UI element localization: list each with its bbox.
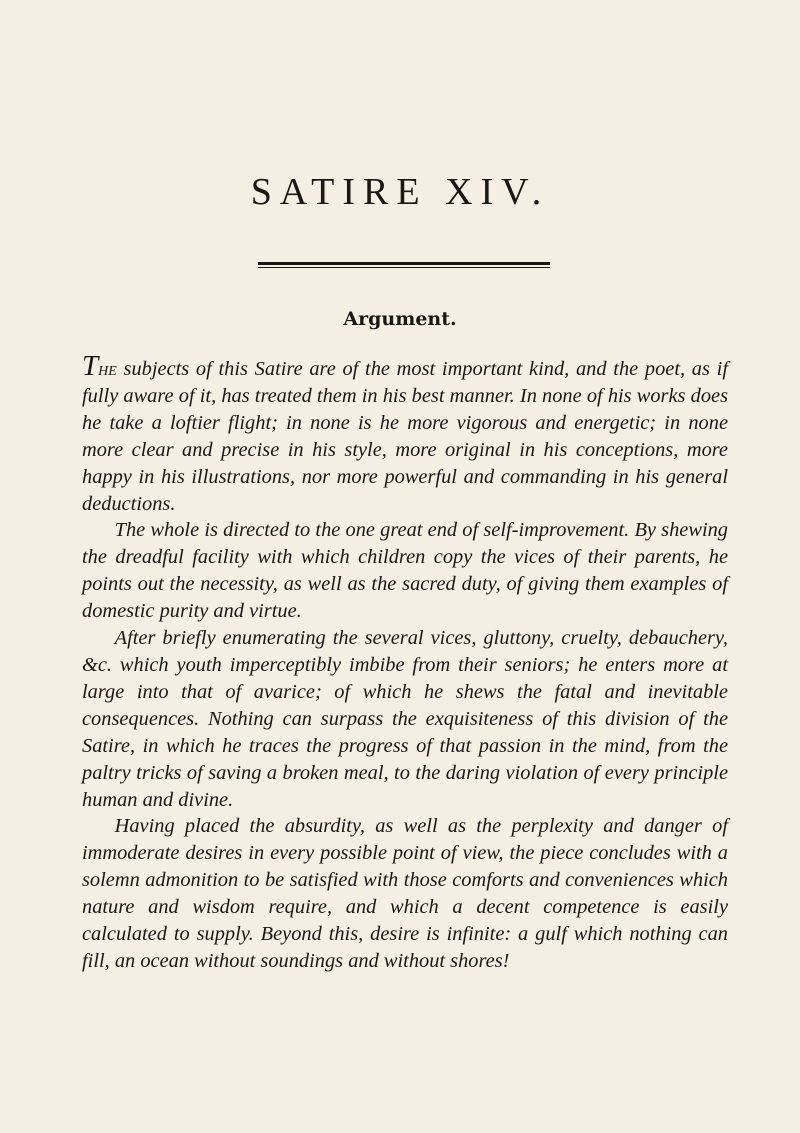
argument-paragraph-2: The whole is directed to the one great end of self-improvement. By shewing the dreadful facility with which children copy the vices of their parents, he points out the necessity, as well as the sacred duty, of giving them examples of domestic purity and virtue.	[82, 519, 728, 623]
paragraph-text: subjects of this Satire are of the most important kind, and the poet, as if fully aware of it, has treated them in his best manner. In none of his works does he take a loftier flight; in none is he more vigorous and energetic; in none more clear and precise in his style, more original in his conceptions, more happy in his illustrations, nor more powerful and commanding in his general deductions.	[82, 358, 728, 515]
argument-text	[82, 352, 728, 975]
title-rule-thin	[258, 267, 550, 268]
argument-paragraph-1	[82, 352, 728, 517]
argument-paragraph-4: Having placed the absurdity, as well as the perplexity and danger of immoderate desires in every possible point of view, the piece concludes with a solemn admonition to be satisfied with those comforts and conveniences which nature and wisdom require, and which a decent competence is easily calculated to supply. Beyond this, desire is infinite: a gulf which nothing can fill, an ocean without soundings and without shores!	[82, 815, 728, 972]
page-title: SATIRE XIV.	[250, 171, 550, 213]
argument-heading: Argument.	[343, 308, 457, 330]
drop-cap: T	[82, 350, 99, 382]
lead-word: he	[98, 358, 117, 380]
title-rule-thick	[258, 262, 550, 265]
argument-paragraph-3: After briefly enumerating the several vices, gluttony, cruelty, debauchery, &c. which youth imperceptibly imbibe from their seniors; he enters more at large into that of avarice; of which he shews the fatal and inevitable consequences. Nothing can surpass the exquisiteness of this division of the Satire, in which he traces the progress of that passion in the mind, from the paltry tricks of saving a broken meal, to the daring violation of every principle human and divine.	[82, 627, 728, 811]
